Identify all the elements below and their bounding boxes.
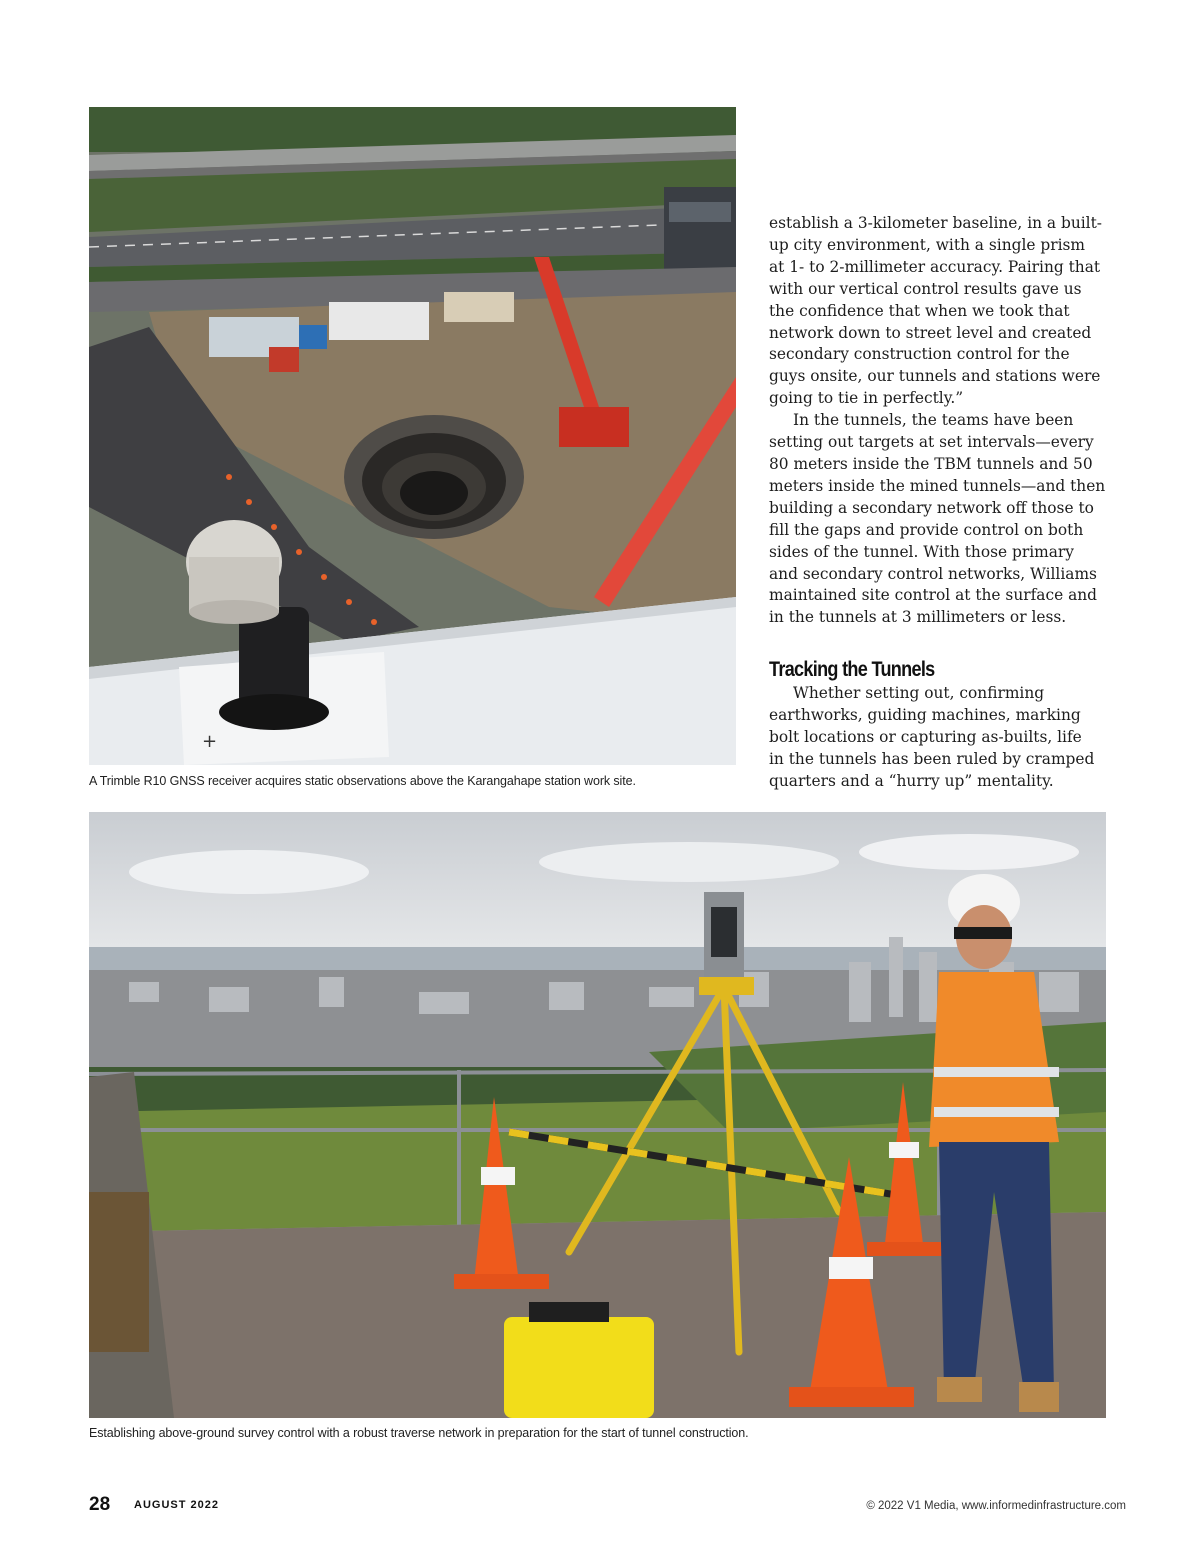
text-line: at 1- to 2-millimeter accuracy. Pairing that <box>769 257 1101 276</box>
text-line: setting out targets at set intervals—every <box>769 433 1094 452</box>
text-line: 80 meters inside the TBM tunnels and 50 <box>769 454 1093 473</box>
page-number: 28 <box>89 1494 111 1515</box>
text-line: Whether setting out, confirming <box>793 684 1045 703</box>
text-line: going to tie in perfectly.” <box>769 389 964 408</box>
text-line: quarters and a “hurry up” mentality. <box>769 771 1054 790</box>
text-line: building a secondary network off those to <box>769 498 1094 517</box>
text-line: meters inside the mined tunnels—and then <box>769 476 1106 495</box>
text-line: fill the gaps and provide control on both <box>769 520 1084 539</box>
text-line: in the tunnels has been ruled by cramped <box>769 749 1095 768</box>
text-line: In the tunnels, the teams have been <box>793 411 1074 430</box>
text-line: sides of the tunnel. With those primary <box>769 542 1074 561</box>
copyright-notice: © 2022 V1 Media, www.informedinfrastructure.com <box>866 1500 1126 1512</box>
article-body <box>769 213 1114 793</box>
text-line: up city environment, with a single prism <box>769 235 1086 254</box>
construction-site-photo <box>89 107 736 765</box>
text-line: and secondary control networks, Williams <box>769 564 1097 583</box>
section-heading: Tracking the Tunnels <box>769 658 935 682</box>
text-line: earthworks, guiding machines, marking <box>769 706 1081 725</box>
issue-date: AUGUST 2022 <box>134 1499 219 1511</box>
top-photo-caption: A Trimble R10 GNSS receiver acquires static observations above the Karangahape station work site. <box>89 774 636 788</box>
survey-scene-illustration <box>89 812 1106 1418</box>
text-line: with our vertical control results gave us <box>769 279 1082 298</box>
text-line: in the tunnels at 3 millimeters or less. <box>769 608 1067 627</box>
text-line: network down to street level and created <box>769 323 1092 342</box>
survey-scene-photo <box>89 812 1106 1418</box>
article-paragraph <box>769 213 1114 410</box>
text-line: establish a 3-kilometer baseline, in a built- <box>769 214 1102 232</box>
article-paragraph <box>769 683 1114 793</box>
article-paragraph <box>769 410 1114 629</box>
text-line: secondary construction control for the <box>769 345 1070 364</box>
svg-text:+: + <box>202 731 218 752</box>
construction-site-illustration <box>89 107 736 765</box>
bottom-photo-caption: Establishing above-ground survey control with a robust traverse network in preparation for the start of tunnel construction. <box>89 1426 749 1440</box>
text-line: maintained site control at the surface and <box>769 586 1098 605</box>
text-line: bolt locations or capturing as-builts, life <box>769 728 1082 747</box>
text-line: the confidence that when we took that <box>769 301 1070 320</box>
text-line: guys onsite, our tunnels and stations were <box>769 367 1101 386</box>
